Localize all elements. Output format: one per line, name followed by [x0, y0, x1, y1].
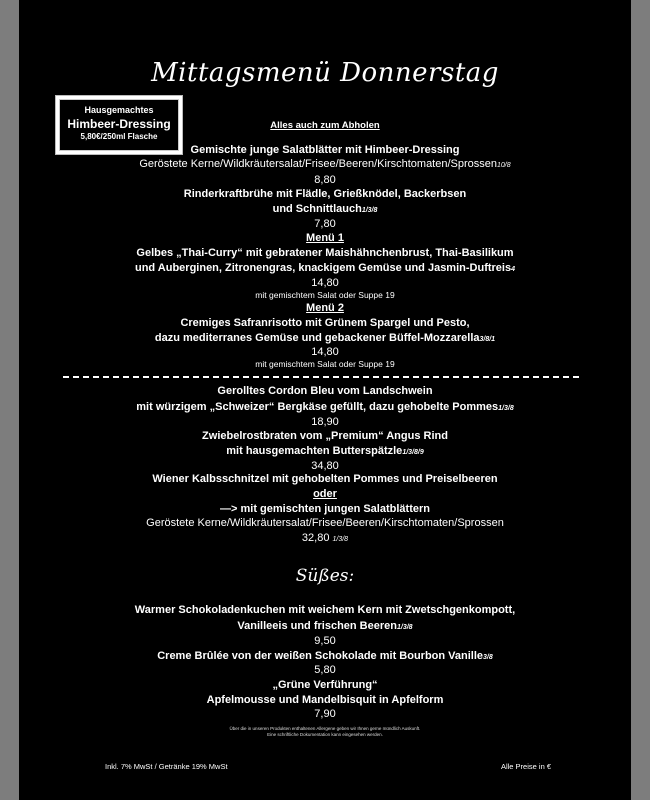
allergen-notice-1: Über die in unseren Produkten enthaltenen Allergene geben wir Ihnen gerne mündlich Auskunft. [229, 726, 421, 731]
dessert-2-price: 5,80 [314, 664, 336, 676]
main-1-line-1: Gerolltes Cordon Bleu vom Landschwein [217, 385, 433, 397]
menu-2-price: 14,80 [311, 346, 339, 358]
main-3-or: oder [313, 488, 337, 500]
stamp-line-2: Himbeer-Dressing [67, 117, 171, 131]
sweets-heading: Süßes: [295, 566, 355, 586]
dessert-1-price: 9,50 [314, 635, 336, 647]
menu-1-side: mit gemischtem Salat oder Suppe 19 [255, 290, 395, 300]
starter-2-price: 7,80 [314, 218, 336, 230]
dessert-2-line-1: Creme Brûlée von der weißen Schokolade mit Bourbon Vanille3/8 [157, 650, 493, 662]
main-1-line-2: mit würzigem „Schweizer“ Bergkäse gefüllt, dazu gehobelte Pommes1/3/8 [136, 401, 514, 413]
main-3-line-2: —> mit gemischten jungen Salatblättern [220, 503, 430, 515]
main-2-price: 34,80 [311, 460, 339, 472]
menu-1-heading: Menü 1 [306, 232, 344, 244]
starter-1-desc: Geröstete Kerne/Wildkräutersalat/Frisee/Beeren/Kirschtomaten/Sprossen10/8 [139, 158, 511, 170]
menu-page [19, 0, 631, 800]
starter-2-name-2: und Schnittlauch1/3/8 [272, 203, 378, 215]
starter-2-name-1: Rinderkraftbrühe mit Flädle, Grießknödel, Backerbsen [183, 188, 467, 200]
dessert-1-line-2: Vanilleeis und frischen Beeren1/3/8 [237, 620, 413, 632]
footer-vat: Inkl. 7% MwSt / Getränke 19% MwSt [105, 762, 228, 771]
starter-1-price: 8,80 [314, 174, 336, 186]
page-title: Mittagsmenü Donnerstag [151, 58, 499, 88]
main-3-desc: Geröstete Kerne/Wildkräutersalat/Frisee/Beeren/Kirschtomaten/Sprossen [146, 517, 504, 529]
main-3-line-1: Wiener Kalbsschnitzel mit gehobelten Pommes und Preiselbeeren [152, 473, 498, 485]
allergen-notice-2: Eine schriftliche Dokumentation kann eingesehen werden. [267, 732, 383, 737]
starter-1-name: Gemischte junge Salatblätter mit Himbeer-Dressing [190, 144, 460, 156]
dessert-3-line-2: Apfelmousse und Mandelbisquit in Apfelform [206, 694, 444, 706]
menu-1-line-2: und Auberginen, Zitronengras, knackigem Gemüse und Jasmin-Duftreis4 [134, 262, 515, 274]
stamp-line-3: 5,80€/250ml Flasche [80, 132, 158, 141]
dessert-3-line-1: „Grüne Verführung“ [272, 679, 378, 691]
dessert-3-price: 7,90 [314, 708, 336, 720]
menu-1-price: 14,80 [311, 277, 339, 289]
main-1-price: 18,90 [311, 416, 339, 428]
footer-currency: Alle Preise in € [500, 762, 551, 771]
dashed-divider [63, 376, 579, 378]
menu-2-line-1: Cremiges Safranrisotto mit Grünem Spargel und Pesto, [180, 317, 470, 329]
menu-2-heading: Menü 2 [306, 302, 344, 314]
main-3-price: 32,80 1/3/8 [301, 532, 349, 544]
stamp-line-1: Hausgemachtes [84, 105, 154, 115]
dessert-1-line-1: Warmer Schokoladenkuchen mit weichem Kern mit Zwetschgenkompott, [134, 604, 516, 616]
menu-1-line-1: Gelbes „Thai-Curry“ mit gebratener Maishähnchenbrust, Thai-Basilikum [136, 247, 514, 259]
main-2-line-2: mit hausgemachten Butterspätzle1/3/8/9 [226, 445, 424, 457]
subheading: Alles auch zum Abholen [270, 120, 380, 131]
main-2-line-1: Zwiebelrostbraten vom „Premium“ Angus Rind [202, 430, 448, 442]
menu-2-line-2: dazu mediterranes Gemüse und gebackener Büffel-Mozzarella3/8/1 [154, 332, 496, 344]
menu-2-side: mit gemischtem Salat oder Suppe 19 [255, 359, 395, 369]
